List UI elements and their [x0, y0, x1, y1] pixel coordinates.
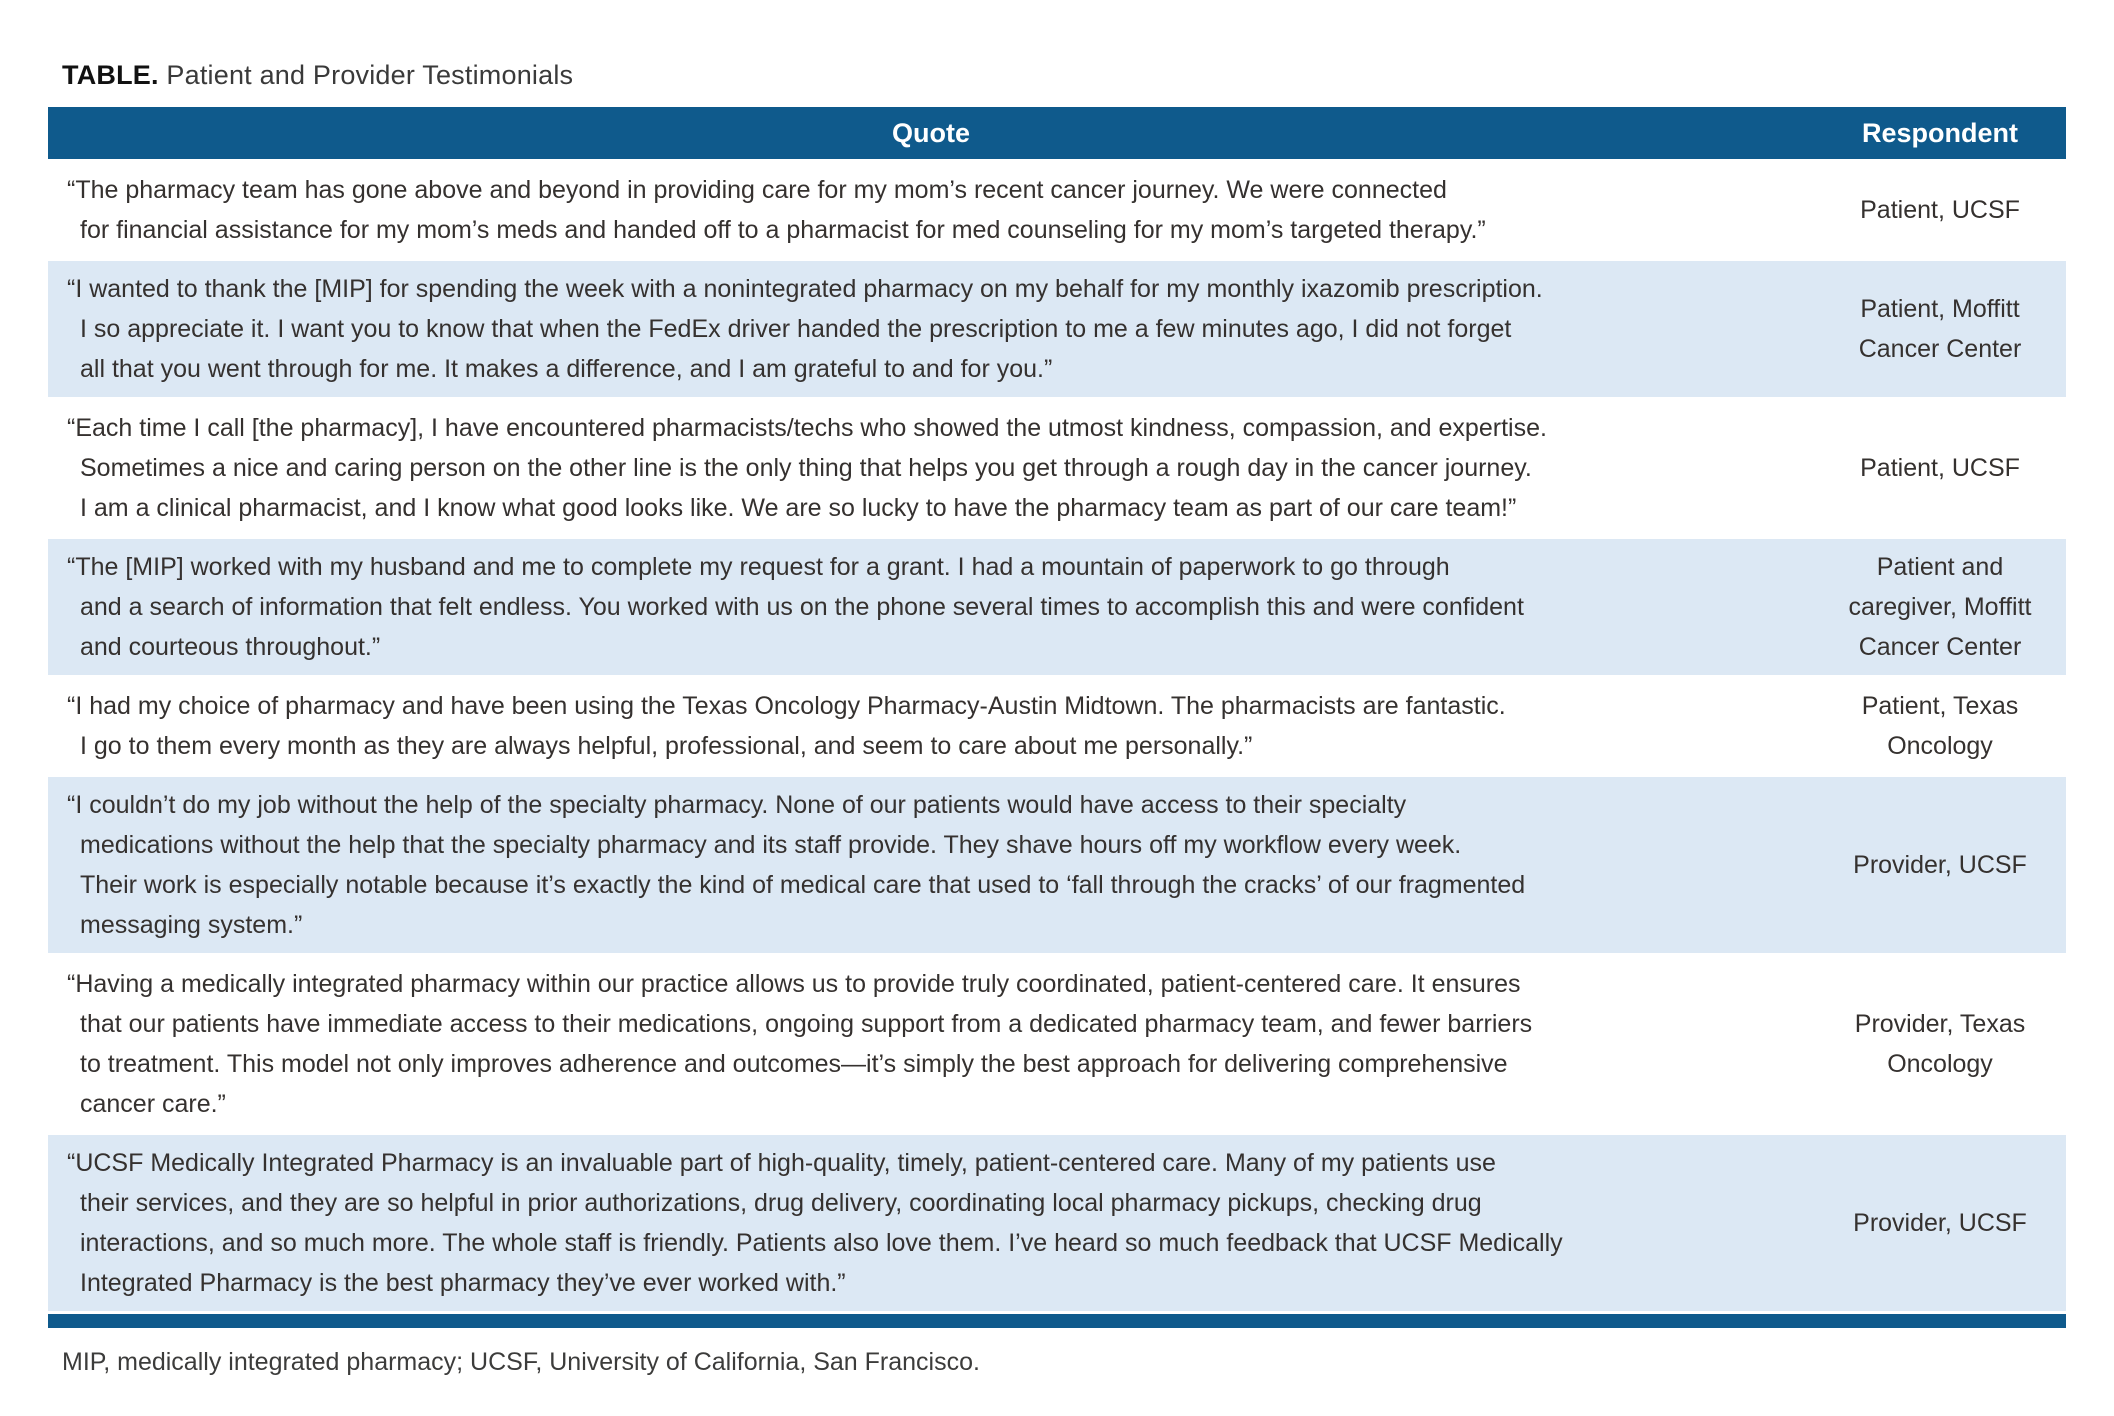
table-row	[48, 1132, 2066, 1311]
quote-line: “Each time I call [the pharmacy], I have encountered pharmacists/techs who showed the utmost kindness, compassion, and expertise.	[67, 414, 1547, 442]
quote-line: Their work is especially notable because it’s exactly the kind of medical care that used to ‘fall through the cracks’ of our fragmented	[80, 871, 1526, 899]
respondent-label: Provider, UCSF	[1853, 1209, 2027, 1237]
column-header-respondent: Respondent	[1861, 117, 2018, 148]
table-header-row	[48, 107, 2066, 159]
table-title	[62, 60, 2066, 91]
table-row	[48, 536, 2066, 675]
table-body	[48, 159, 2066, 1311]
table-row	[48, 159, 2066, 258]
respondent-cell	[1814, 400, 2066, 536]
quote-line: for financial assistance for my mom’s meds and handed off to a pharmacist for med counseling for my mom’s targeted therapy.”	[80, 216, 1486, 244]
quote-line: and courteous throughout.”	[80, 633, 381, 661]
respondent-label: Patient, Texas Oncology	[1861, 692, 2019, 760]
respondent-label: Patient and caregiver, Moffitt Cancer Center	[1848, 553, 2032, 661]
quote-line: “The [MIP] worked with my husband and me to complete my request for a grant. I had a mountain of paperwork to go through	[67, 553, 1450, 581]
respondent-cell	[1814, 956, 2066, 1132]
quote-line: interactions, and so much more. The whole staff is friendly. Patients also love them. I’ve heard so much feedback that UCSF Medically	[80, 1229, 1563, 1257]
respondent-cell	[1814, 162, 2066, 258]
table-row	[48, 953, 2066, 1132]
quote-line: “I couldn’t do my job without the help of the specialty pharmacy. None of our patients would have access to their specialty	[67, 791, 1407, 819]
quote-line: I go to them every month as they are always helpful, professional, and seem to care about me personally.”	[80, 732, 1253, 760]
quote-line: “I had my choice of pharmacy and have been using the Texas Oncology Pharmacy-Austin Midtown. The pharmacists are fantastic.	[67, 692, 1506, 720]
quote-cell	[48, 539, 1814, 675]
testimonials-table	[48, 107, 2066, 1328]
respondent-cell	[1814, 539, 2066, 675]
quote-cell	[48, 1135, 1814, 1311]
quote-line: Sometimes a nice and caring person on the other line is the only thing that helps you get through a rough day in the cancer journey.	[80, 454, 1532, 482]
respondent-cell	[1814, 678, 2066, 774]
quote-line: all that you went through for me. It makes a difference, and I am grateful to and for you.”	[80, 355, 1053, 383]
quote-line: I am a clinical pharmacist, and I know what good looks like. We are so lucky to have the pharmacy team as part of our care team!”	[80, 494, 1517, 522]
table-bottom-rule	[48, 1314, 2066, 1328]
quote-line: that our patients have immediate access to their medications, ongoing support from a dedicated pharmacy team, and fewer barriers	[80, 1010, 1533, 1038]
table-title-text: Patient and Provider Testimonials	[166, 60, 574, 90]
table-row	[48, 774, 2066, 953]
quote-cell	[48, 956, 1814, 1132]
table-footnote: MIP, medically integrated pharmacy; UCSF, University of California, San Francisco.	[62, 1348, 980, 1376]
quote-cell	[48, 400, 1814, 536]
quote-cell	[48, 777, 1814, 953]
respondent-label: Patient, Moffitt Cancer Center	[1858, 295, 2022, 363]
column-header-quote: Quote	[892, 117, 970, 148]
quote-line: “I wanted to thank the [MIP] for spending the week with a nonintegrated pharmacy on my behalf for my monthly ixazomib prescription.	[67, 275, 1543, 303]
respondent-label: Patient, UCSF	[1860, 454, 2020, 482]
table-row	[48, 397, 2066, 536]
table-row	[48, 675, 2066, 774]
quote-line: Integrated Pharmacy is the best pharmacy they’ve ever worked with.”	[80, 1269, 846, 1297]
quote-line: messaging system.”	[80, 911, 303, 939]
quote-cell	[48, 678, 1814, 774]
quote-cell	[48, 261, 1814, 397]
quote-line: I so appreciate it. I want you to know that when the FedEx driver handed the prescription to me a few minutes ago, I did not forget	[80, 315, 1512, 343]
respondent-label: Patient, UCSF	[1860, 196, 2020, 224]
quote-line: their services, and they are so helpful in prior authorizations, drug delivery, coordinating local pharmacy pickups, checking drug	[80, 1189, 1482, 1217]
quote-cell	[48, 162, 1814, 258]
respondent-cell	[1814, 1135, 2066, 1311]
quote-line: to treatment. This model not only improves adherence and outcomes—it’s simply the best approach for delivering comprehensive	[80, 1050, 1508, 1078]
table-row	[48, 258, 2066, 397]
quote-line: and a search of information that felt endless. You worked with us on the phone several times to accomplish this and were confident	[80, 593, 1524, 621]
respondent-cell	[1814, 261, 2066, 397]
respondent-cell	[1814, 777, 2066, 953]
quote-line: “UCSF Medically Integrated Pharmacy is an invaluable part of high-quality, timely, patient-centered care. Many of my patients use	[67, 1149, 1496, 1177]
respondent-label: Provider, Texas Oncology	[1854, 1010, 2026, 1078]
quote-line: “The pharmacy team has gone above and beyond in providing care for my mom’s recent cancer journey. We were connected	[67, 176, 1447, 204]
quote-line: medications without the help that the specialty pharmacy and its staff provide. They shave hours off my workflow every week.	[80, 831, 1462, 859]
quote-line: “Having a medically integrated pharmacy within our practice allows us to provide truly coordinated, patient-centered care. It ensures	[67, 970, 1521, 998]
respondent-label: Provider, UCSF	[1853, 851, 2027, 879]
table-title-label: TABLE.	[62, 60, 159, 90]
quote-line: cancer care.”	[80, 1090, 226, 1118]
